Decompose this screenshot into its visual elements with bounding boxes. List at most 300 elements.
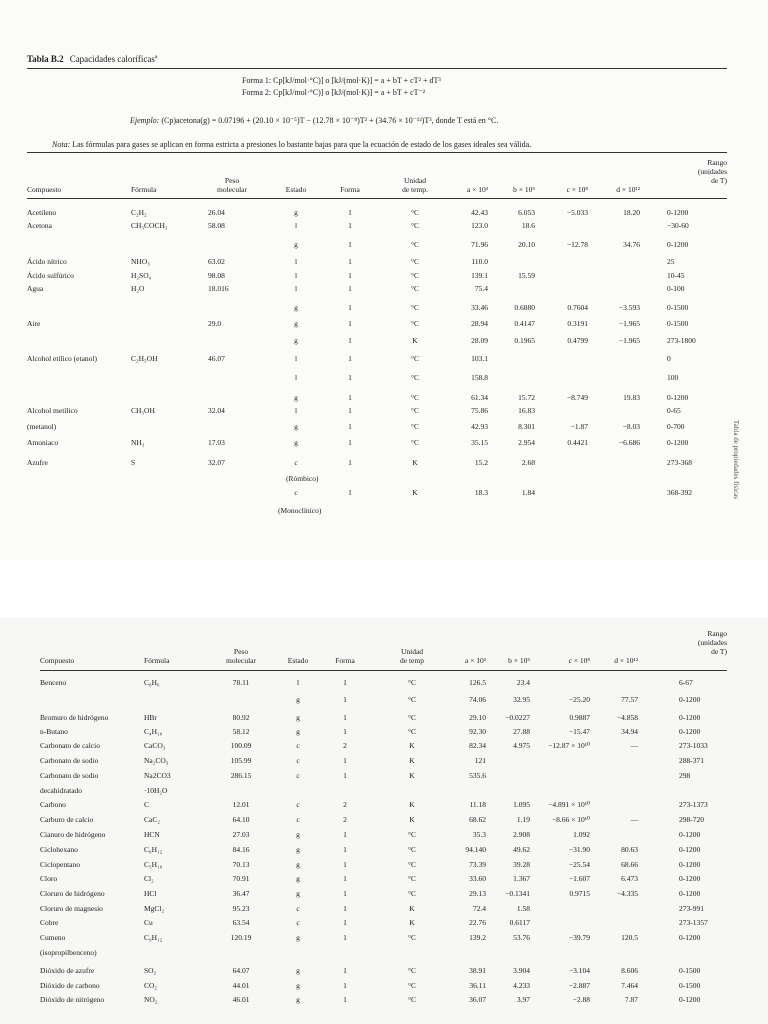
cell-rango: 0-1200 [679,860,701,869]
col-d: d × 10¹² [616,185,640,194]
caption-rule [27,68,727,69]
cell-unidad: °C [407,860,416,869]
cell-compuesto: Ácido sulfúrico [27,271,74,280]
cell-forma: 1 [343,713,347,722]
cell-unidad: °C [410,221,419,230]
cell-peso-molecular: 17.03 [208,438,225,447]
cell-coef-c: −3.104 [568,966,590,975]
cell-formula: Cu [144,918,153,927]
cell-unidad: °C [410,271,419,280]
cell-coef-b: 4.975 [513,741,530,750]
cell-unidad: °C [410,393,419,402]
table-row [0,270,768,283]
cell-coef-d: 68.66 [621,860,638,869]
cell-coef-c: −1.87 [570,422,588,431]
cell-coef-a: 28.94 [471,319,488,328]
table-row [0,694,768,707]
table-row [0,372,768,385]
cell-peso-molecular: 63.02 [208,257,225,266]
cell-estado: c [294,488,298,497]
cell-coef-d: 77.57 [621,695,638,704]
table-row [0,335,768,348]
cell-coef-a: 36.11 [469,981,486,990]
cell-compuesto: Acetileno [27,208,57,217]
cell-coef-c: −2.88 [572,995,590,1004]
cell-coef-b: 2.68 [521,458,535,467]
table-row [0,873,768,886]
formula-1: Forma 1: Cp[kJ/mol·°C)] o [kJ/(mol·K)] = a + bT + cT² + dT³ [242,76,441,85]
cell-compuesto: Ácido nítrico [27,257,67,266]
cell-rango: 0-1200 [679,889,701,898]
cell-forma: 1 [348,458,352,467]
cell-coef-a: 94.140 [465,845,486,854]
cell-estado: c [296,771,300,780]
cell-coef-a: 61.34 [471,393,488,402]
cell-estado: g [296,966,300,975]
cell-coef-a: 139.2 [469,933,486,942]
cell-coef-d: −4.858 [616,713,638,722]
cell-unidad: °C [410,208,419,217]
cell-rango: 273-1800 [667,336,696,345]
cell-unidad: °C [407,933,416,942]
cell-forma: 1 [343,904,347,913]
cell-coef-d: −4.335 [616,889,638,898]
cell-coef-a: 33.60 [469,874,486,883]
cell-coef-c: 0.9887 [569,713,590,722]
cell-coef-b: 15.59 [518,271,535,280]
cell-coef-d: −3.593 [618,303,640,312]
cell-unidad: °C [410,406,419,415]
cell-coef-c: 0.9715 [569,889,590,898]
cell-rango: 288-371 [679,756,704,765]
cell-unidad: °C [407,713,416,722]
cell-formula: HCl [144,889,157,898]
cell-unidad: °C [410,303,419,312]
cell-forma: 1 [343,966,347,975]
cell-coef-c: −31.90 [568,845,590,854]
cell-coef-b: 1.367 [513,874,530,883]
cell-unidad: °C [410,257,419,266]
cell-peso-molecular: 63.54 [232,918,250,927]
cell-rango: 298 [679,771,691,780]
cell-unidad: °C [410,284,419,293]
cell-coef-c: 1.092 [573,830,590,839]
cell-coef-b: 1.19 [516,815,530,824]
cell-coef-d: −1.965 [618,319,640,328]
cell-coef-d: 34.94 [621,727,638,736]
cell-forma: 1 [348,257,352,266]
cell-coef-d: 80.63 [621,845,638,854]
cell-compuesto: Bromuro de hidrógeno [40,713,109,722]
cell-peso-molecular: 64.10 [232,815,250,824]
col-compuesto: Compuesto [27,185,62,194]
cell-forma: 1 [348,240,352,249]
cell-rango: 0-1200 [667,208,689,217]
cell-rango: 298-720 [679,815,704,824]
cell-forma: 1 [343,860,347,869]
cell-rango: 0-1200 [679,933,701,942]
col-estado: Estado [287,656,309,665]
table-row [0,947,768,960]
cell-forma: 1 [348,406,352,415]
cell-coef-a: 33.46 [471,303,488,312]
cell-peso-molecular: 120.19 [230,933,252,942]
cell-coef-a: 42.43 [471,208,488,217]
cell-coef-b: 23.4 [516,678,530,687]
cell-coef-c: −15.47 [568,727,590,736]
cell-coef-a: 92.30 [469,727,486,736]
cell-forma: 1 [343,918,347,927]
cell-forma: 1 [348,488,352,497]
cell-coef-c: −4.891 × 10¹⁰ [548,800,590,809]
cell-formula: NHO₃ [131,257,150,266]
example-line: Ejemplo: (Cp)acetona(g) = 0.07196 + (20.10 × 10⁻⁵)T − (12.78 × 10⁻⁸)T² + (34.76 × 10⁻¹²)T³, donde T está en °C. [130,116,499,125]
col-c: c × 10⁸ [566,185,588,194]
cell-forma: 1 [343,830,347,839]
cell-estado: g [294,336,298,345]
cell-coef-d: −8.03 [622,422,640,431]
cell-coef-a: 72.4 [472,904,486,913]
cell-coef-c: 0.7604 [567,303,588,312]
table-row [0,302,768,315]
cell-rango: 0-1200 [679,995,701,1004]
cell-forma: 1 [348,373,352,382]
cell-formula: H₂O [131,284,145,293]
cell-coef-c: −8.749 [566,393,588,402]
cell-estado: c [296,800,300,809]
cell-coef-c: −39.79 [568,933,590,942]
cell-peso-molecular: 70.91 [232,874,250,883]
cell-peso-molecular: 36.47 [232,889,250,898]
cell-rango: 0-1200 [679,830,701,839]
cell-coef-a: 29.13 [469,889,486,898]
cell-unidad: °C [410,354,419,363]
cell-unidad: °C [410,319,419,328]
cell-coef-d: −1.965 [618,336,640,345]
cell-forma: 1 [348,221,352,230]
cell-estado: g [296,933,300,942]
cell-compuesto: Dióxido de nitrógeno [40,995,105,1004]
subnote-monoclinico: (Monoclínico) [278,506,322,515]
cell-coef-d: 6.473 [621,874,638,883]
cell-rango: 0-1500 [679,966,701,975]
cell-rango: 100 [667,373,679,382]
cell-estado: g [296,727,300,736]
col-peso: Peso molecular [226,647,256,665]
cell-estado: c [296,815,300,824]
cell-formula: H₂SO₄ [131,271,152,280]
table-title: Capacidades caloríficas [69,54,155,64]
cell-compuesto: Carburo de calcio [40,815,94,824]
side-running-text: Tabla de propiedades físicas [732,420,740,500]
cell-compuesto: Cloro [40,874,58,883]
cell-estado: g [294,240,298,249]
cell-estado: g [294,393,298,402]
table-row [0,239,768,252]
cell-unidad: °C [410,240,419,249]
cell-peso-molecular: 32.04 [208,406,225,415]
cell-estado: g [296,830,300,839]
col-rango: Rango (unidades de T) [697,158,727,185]
cell-coef-c: −5.033 [566,208,588,217]
table-row [0,207,768,220]
cell-compuesto: Alcohol etílico (etanol) [27,354,97,363]
cell-coef-c: 0.4421 [567,438,588,447]
table-row [0,256,768,269]
cell-formula: C₄H₁₀ [144,727,163,736]
cell-peso-molecular: 58.12 [232,727,250,736]
cell-coef-a: 35.15 [471,438,488,447]
cell-rango: 368-392 [667,488,692,497]
cell-formula: C₉H₁₂ [144,933,163,942]
cell-rango: 0 [667,354,671,363]
note-line: Nota: Las fórmulas para gases se aplican en forma estricta a presiones lo bastante bajas para que la ecuación de estado de los gases ideales sea válida. [52,140,532,149]
cell-forma: 2 [343,741,347,750]
cell-coef-d: 34.76 [623,240,640,249]
cell-formula: Na2CO3 [144,771,171,780]
table-row [0,980,768,993]
cell-formula: CH₃OH [131,406,155,415]
cell-unidad: °C [407,889,416,898]
table-row [0,917,768,930]
cell-forma: 1 [348,438,352,447]
cell-coef-b: 4.233 [513,981,530,990]
cell-coef-b: 3.904 [513,966,530,975]
cell-unidad: K [409,756,415,765]
cell-forma: 1 [343,695,347,704]
cell-compuesto: n-Butano [40,727,68,736]
col-formula: Fórmula [144,656,170,665]
cell-coef-b: 16.83 [518,406,535,415]
cell-forma: 1 [343,771,347,780]
table-row [0,283,768,296]
col-c: c × 10⁸ [568,656,590,665]
cell-compuesto: Dióxido de carbono [40,981,100,990]
cell-coef-a: 18.3 [474,488,488,497]
cell-peso-molecular: 27.03 [232,830,250,839]
cell-rango: 0-1500 [667,303,689,312]
cell-forma: 1 [343,981,347,990]
cell-compuesto: Agua [27,284,44,293]
table-row [0,888,768,901]
col-d: d × 10¹² [614,656,638,665]
table-row [0,740,768,753]
cell-coef-b: 1.095 [513,800,530,809]
cell-coef-b: 32.95 [513,695,530,704]
cell-formula: CH₃COCH₃ [131,221,168,230]
cell-estado: l [294,221,298,230]
cell-formula: CaCO₃ [144,741,166,750]
table-row [0,457,768,470]
col-compuesto: Compuesto [40,656,75,665]
cell-coef-a: 42.93 [471,422,488,431]
col-peso: Peso molecular [217,176,247,194]
cell-coef-d: 18.20 [623,208,640,217]
cell-coef-b: 2.954 [518,438,535,447]
cell-rango: 0-1200 [667,438,689,447]
cell-estado: g [294,438,298,447]
cell-coef-b: −0.0227 [505,713,530,722]
cell-formula: NO₂ [144,995,158,1004]
cell-forma: 2 [343,800,347,809]
cell-rango: 273-1033 [679,741,708,750]
table-row [0,903,768,916]
cell-coef-b: 6.053 [518,208,535,217]
cell-coef-b: 1.84 [521,488,535,497]
cell-unidad: °C [407,874,416,883]
header-bottom-rule [40,670,727,671]
cell-compuesto: Carbonato de sodio [40,756,99,765]
cell-coef-c: −12.87 × 10¹⁰ [548,741,590,750]
cell-coef-a: 535.6 [469,771,486,780]
cell-unidad: °C [407,845,416,854]
cell-coef-b: −0.1341 [505,889,530,898]
cell-compuesto: Ciclopentano [40,860,80,869]
bottom-page-scan [0,618,768,1024]
col-forma: Forma [335,656,355,665]
cell-coef-a: 82.34 [469,741,486,750]
cell-coef-a: 15.2 [474,458,488,467]
cell-rango: 10-45 [667,271,685,280]
cell-coef-c: 0.3191 [567,319,588,328]
cell-coef-a: 75.4 [474,284,488,293]
cell-rango: 0-1200 [679,695,701,704]
cell-peso-molecular: 44.01 [232,981,250,990]
cell-coef-b: 0.6117 [509,918,530,927]
cell-rango: 0-1500 [679,981,701,990]
cell-coef-a: 74.06 [469,695,486,704]
cell-compuesto: Aire [27,319,41,328]
table-row [0,932,768,945]
cell-estado: g [294,319,298,328]
cell-peso-molecular: 18.016 [208,284,229,293]
col-unidad: Unidad de temp [400,647,424,665]
cell-coef-c: −25.20 [568,695,590,704]
cell-estado: g [294,422,298,431]
cell-compuesto: Cumeno [40,933,66,942]
table-row [0,994,768,1007]
cell-unidad: °C [407,678,416,687]
cell-compuesto: Alcohol metílico [27,406,78,415]
cell-coef-b: 0.6880 [514,303,535,312]
cell-coef-d: — [630,815,638,824]
cell-unidad: K [409,918,415,927]
col-estado: Estado [285,185,307,194]
table-row [0,770,768,783]
cell-forma: 1 [343,995,347,1004]
cell-compuesto: Amoniaco [27,438,59,447]
cell-unidad: °C [407,995,416,1004]
cell-unidad: °C [410,422,419,431]
cell-coef-a: 139.1 [471,271,488,280]
cell-coef-d: 7.464 [621,981,638,990]
cell-unidad: °C [410,438,419,447]
cell-coef-a: 158.8 [471,373,488,382]
cell-peso-molecular: 70.13 [232,860,250,869]
col-b: b × 10⁵ [513,185,535,194]
cell-formula: S [131,458,136,467]
cell-estado: l [294,284,298,293]
cell-rango: 0-1200 [667,240,689,249]
cell-peso-molecular: 78.11 [232,678,250,687]
cell-compuesto: Cloruro de magnesio [40,904,103,913]
cell-coef-d: 7.87 [624,995,638,1004]
cell-coef-b: 0.4147 [514,319,535,328]
cell-unidad: K [412,336,418,345]
cell-peso-molecular: 46.07 [208,354,225,363]
table-row [0,220,768,233]
cell-peso-molecular: 105.99 [230,756,252,765]
cell-estado: g [296,845,300,854]
cell-forma: 1 [348,354,352,363]
table-row [0,677,768,690]
cell-formula: HCN [144,830,160,839]
cell-formula: C₂H₅OH [131,354,158,363]
col-rango: Rango (unidades de T) [697,629,727,656]
cell-peso-molecular: 95.23 [232,904,250,913]
cell-coef-d: — [630,741,638,750]
subnote-rombico: (Rómbico) [286,474,319,483]
cell-forma: 2 [343,815,347,824]
page-gap [0,560,768,618]
cell-compuesto: decahidratado [40,786,83,795]
cell-peso-molecular: 80.92 [232,713,250,722]
cell-rango: 0-1200 [679,713,701,722]
cell-unidad: K [409,800,415,809]
cell-coef-a: 126.5 [469,678,486,687]
cell-unidad: °C [410,373,419,382]
cell-compuesto: Cianuro de hidrógeno [40,830,106,839]
cell-coef-c: −8.66 × 10¹⁰ [551,815,590,824]
cell-estado: l [294,373,298,382]
table-label: Tabla B.2 [27,54,64,64]
cell-compuesto: Carbonato de calcio [40,741,100,750]
cell-coef-d: 19.83 [623,393,640,402]
cell-unidad: K [409,741,415,750]
cell-estado: c [296,741,300,750]
cell-coef-c: −2.887 [568,981,590,990]
cell-rango: 0-1500 [667,319,689,328]
cell-compuesto: Benceno [40,678,67,687]
cell-coef-c: −25.54 [568,860,590,869]
cell-peso-molecular: 32.07 [208,458,225,467]
cell-compuesto: Ciclohexano [40,845,78,854]
cell-compuesto: Cloruro de hidrógeno [40,889,105,898]
cell-compuesto: Carbono [40,800,66,809]
cell-estado: l [296,678,300,687]
cell-compuesto: Carbonato de sodio [40,771,99,780]
cell-formula: NH₃ [131,438,145,447]
cell-forma: 1 [348,208,352,217]
col-forma: Forma [340,185,360,194]
cell-rango: 25 [667,257,675,266]
cell-estado: c [296,756,300,765]
cell-coef-a: 123.0 [471,221,488,230]
table-row [0,437,768,450]
cell-estado: g [296,889,300,898]
col-b: b × 10⁵ [508,656,530,665]
cell-unidad: °C [407,830,416,839]
cell-coef-a: 11.18 [469,800,486,809]
cell-coef-d: 120.5 [621,933,638,942]
cell-coef-b: 1.58 [516,904,530,913]
cell-peso-molecular: 84.16 [232,845,250,854]
cell-unidad: K [409,815,415,824]
cell-coef-b: 27.88 [513,727,530,736]
cell-forma: 1 [348,271,352,280]
header-bottom-rule [27,198,727,199]
cell-estado: l [294,406,298,415]
